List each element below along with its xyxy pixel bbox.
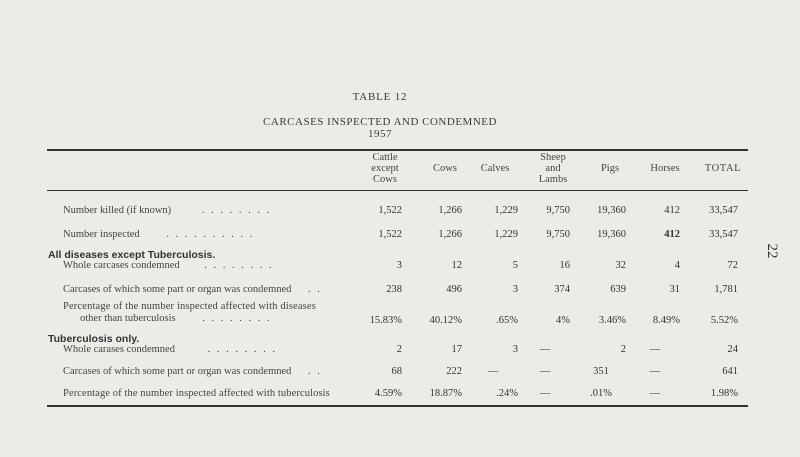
col-header-cows: Cows bbox=[433, 163, 457, 174]
row-label-number-inspected: Number inspected . . . . . . . . . . bbox=[63, 229, 255, 240]
table-subtitle bbox=[0, 116, 760, 140]
col-header-cattle: Cattle except Cows bbox=[371, 152, 399, 185]
col-header-total: TOTAL bbox=[704, 163, 742, 174]
row-label-whole-carcases: Whole carcases condemned . . . . . . . . bbox=[63, 260, 274, 271]
row-label-percentage-other-cont: other than tuberculosis . . . . . . . . bbox=[80, 313, 272, 324]
row-label-whole-carases: Whole carases condemned . . . . . . . . bbox=[63, 344, 277, 355]
section-heading-all-diseases: All diseases except Tuberculosis. bbox=[48, 249, 216, 261]
bottom-rule bbox=[47, 405, 748, 407]
table-title: TABLE 12 bbox=[352, 91, 408, 103]
row-label-percentage-tb: Percentage of the number inspected affected with tuberculosis bbox=[63, 388, 330, 399]
col-header-calves: Calves bbox=[480, 163, 510, 174]
subtitle-line-2: 1957 bbox=[368, 128, 392, 140]
col-header-pigs: Pigs bbox=[600, 163, 620, 174]
col-header-horses: Horses bbox=[650, 163, 680, 174]
subtitle-line-1: CARCASES INSPECTED AND CONDEMNED bbox=[263, 116, 497, 128]
row-label-percentage-other: Percentage of the number inspected affected with diseases bbox=[63, 301, 316, 312]
row-label-number-killed: Number killed (if known) . . . . . . . . bbox=[63, 205, 272, 216]
col-header-sheep: Sheep and Lambs bbox=[538, 152, 568, 185]
section-heading-tuberculosis: Tuberculosis only. bbox=[48, 333, 140, 345]
row-label-part-condemned: Carcases of which some part or organ was condemned . . bbox=[63, 284, 322, 295]
page-number: 22 bbox=[764, 243, 780, 259]
top-rule bbox=[47, 149, 748, 151]
row-label-part-condemned-tb: Carcases of which some part or organ was condemned . . bbox=[63, 366, 322, 377]
header-rule bbox=[47, 190, 748, 191]
